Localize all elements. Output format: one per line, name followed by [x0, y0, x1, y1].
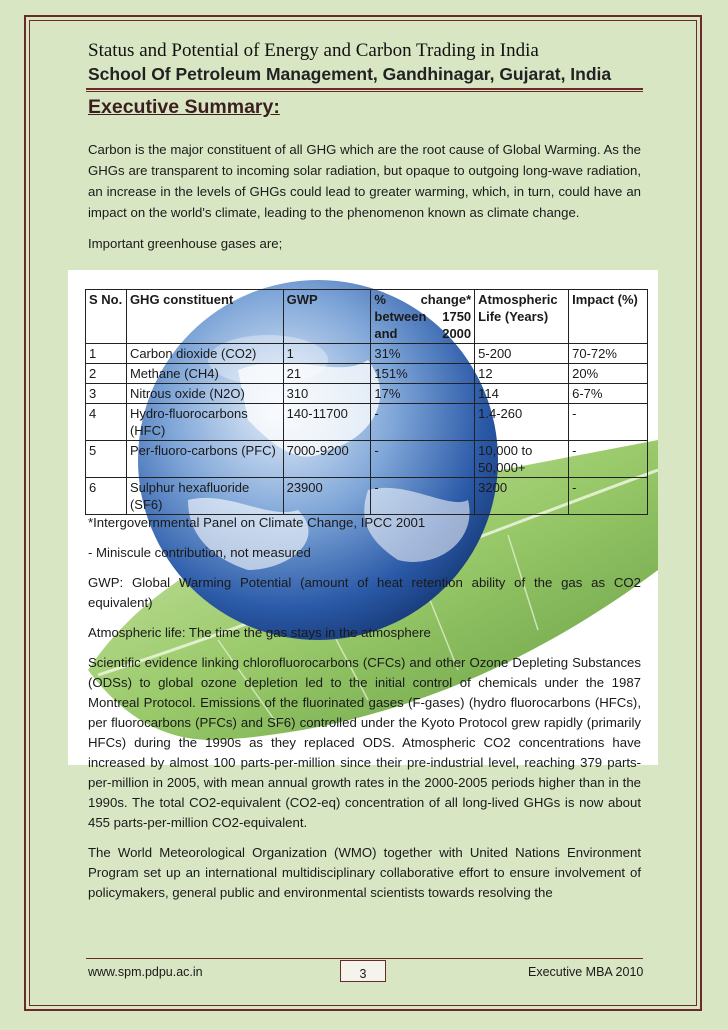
- ghg-table: [85, 289, 648, 515]
- cell-constituent: Hydro-fluorocarbons (HFC): [126, 404, 283, 441]
- intro-paragraph: Carbon is the major constituent of all GHG which are the root cause of Global Warming. As the GHGs are transparent to incoming solar radiation, but opaque to outgoing long-wave radiation, an increase in the levels of GHGs could lead to greater warming, which, in turn, could have an impact on the world's climate, leading to the phenomenon known as climate change.: [88, 142, 641, 220]
- table-row: [86, 478, 648, 515]
- cell-gwp: 1: [283, 344, 371, 364]
- cell-life: 1.4-260: [475, 404, 569, 441]
- cell-impact: 20%: [569, 364, 648, 384]
- cell-gwp: 310: [283, 384, 371, 404]
- intro-text-block: [88, 139, 641, 264]
- cell-sno: 1: [86, 344, 127, 364]
- cell-constituent: Carbon dioxide (CO2): [126, 344, 283, 364]
- cell-constituent: Methane (CH4): [126, 364, 283, 384]
- cell-gwp: 23900: [283, 478, 371, 515]
- wmo-paragraph: The World Meteorological Organization (WMO) together with United Nations Environment Program set up an international multidisciplinary collaborative effort to ensure involvement of policymakers, general public and environmental scientists towards resolving the: [88, 845, 641, 900]
- header-sno: S No.: [86, 290, 127, 344]
- document-title: Status and Potential of Energy and Carbon Trading in India: [88, 40, 539, 61]
- cell-change: 31%: [371, 344, 475, 364]
- cell-sno: 4: [86, 404, 127, 441]
- header-impact: Impact (%): [569, 290, 648, 344]
- important-gases-line: Important greenhouse gases are;: [88, 236, 283, 251]
- cell-change: -: [371, 404, 475, 441]
- table-row: [86, 384, 648, 404]
- table-header-row: [86, 290, 648, 344]
- cell-life: 114: [475, 384, 569, 404]
- header-constituent: GHG constituent: [126, 290, 283, 344]
- atmospheric-life-definition: Atmospheric life: The time the gas stays in the atmosphere: [88, 625, 431, 640]
- cell-change: 151%: [371, 364, 475, 384]
- cell-life: 10,000 to 50,000+: [475, 441, 569, 478]
- dash-footnote: - Miniscule contribution, not measured: [88, 545, 311, 560]
- header-change: % change* between 1750 and 2000: [371, 290, 475, 344]
- page-number: 3: [340, 960, 386, 982]
- header-gwp: GWP: [283, 290, 371, 344]
- cell-impact: -: [569, 404, 648, 441]
- evidence-paragraph: Scientific evidence linking chlorofluorocarbons (CFCs) and other Ozone Depleting Substances (ODSs) to global ozone depletion led to the initial control of chemicals under the 1987 Montreal Protocol. Emissions of the fluorinated gases (F-gases) (hydro fluorocarbons (HFCs), per fluorocarbons (PFCs) and SF6) controlled under the Kyoto Protocol grew rapidly (primarily HFCs) during the 1990s as they replaced ODS. Atmospheric CO2 concentrations have increased by almost 100 parts-per-million since their pre-industrial level, reaching 379 parts-per-million in 2005, with mean annual growth rates in the 2000-2005 periods higher than in the 1990s. The total CO2-equivalent (CO2-eq) concentration of all long-lived GHGs is now about 455 parts-per-million CO2-equivalent.: [88, 655, 641, 830]
- cell-gwp: 140-11700: [283, 404, 371, 441]
- cell-change: 17%: [371, 384, 475, 404]
- cell-constituent: Nitrous oxide (N2O): [126, 384, 283, 404]
- table-row: [86, 344, 648, 364]
- cell-change: -: [371, 441, 475, 478]
- ipcc-footnote: *Intergovernmental Panel on Climate Change, IPCC 2001: [88, 515, 426, 530]
- cell-life: 3200: [475, 478, 569, 515]
- table-row: [86, 441, 648, 478]
- cell-gwp: 7000-9200: [283, 441, 371, 478]
- cell-impact: 70-72%: [569, 344, 648, 364]
- cell-life: 12: [475, 364, 569, 384]
- cell-constituent: Sulphur hexafluoride (SF6): [126, 478, 283, 515]
- notes-block: [88, 513, 641, 913]
- cell-impact: -: [569, 478, 648, 515]
- cell-life: 5-200: [475, 344, 569, 364]
- cell-sno: 6: [86, 478, 127, 515]
- cell-sno: 3: [86, 384, 127, 404]
- section-title: Executive Summary:: [88, 96, 280, 118]
- footer-divider: [86, 958, 643, 959]
- table-row: [86, 364, 648, 384]
- header-divider: [86, 88, 643, 90]
- institution-name: School Of Petroleum Management, Gandhinagar, Gujarat, India: [88, 64, 612, 84]
- gwp-definition: GWP: Global Warming Potential (amount of heat retention ability of the gas as CO2 equivalent): [88, 575, 641, 610]
- footer-website: www.spm.pdpu.ac.in: [88, 965, 203, 979]
- cell-gwp: 21: [283, 364, 371, 384]
- table-row: [86, 404, 648, 441]
- cell-impact: -: [569, 441, 648, 478]
- header-atmospheric-life: Atmospheric Life (Years): [475, 290, 569, 344]
- cell-sno: 5: [86, 441, 127, 478]
- footer-program: Executive MBA 2010: [528, 965, 644, 979]
- cell-change: -: [371, 478, 475, 515]
- cell-impact: 6-7%: [569, 384, 648, 404]
- cell-sno: 2: [86, 364, 127, 384]
- cell-constituent: Per-fluoro-carbons (PFC): [126, 441, 283, 478]
- header-divider-thin: [86, 91, 643, 92]
